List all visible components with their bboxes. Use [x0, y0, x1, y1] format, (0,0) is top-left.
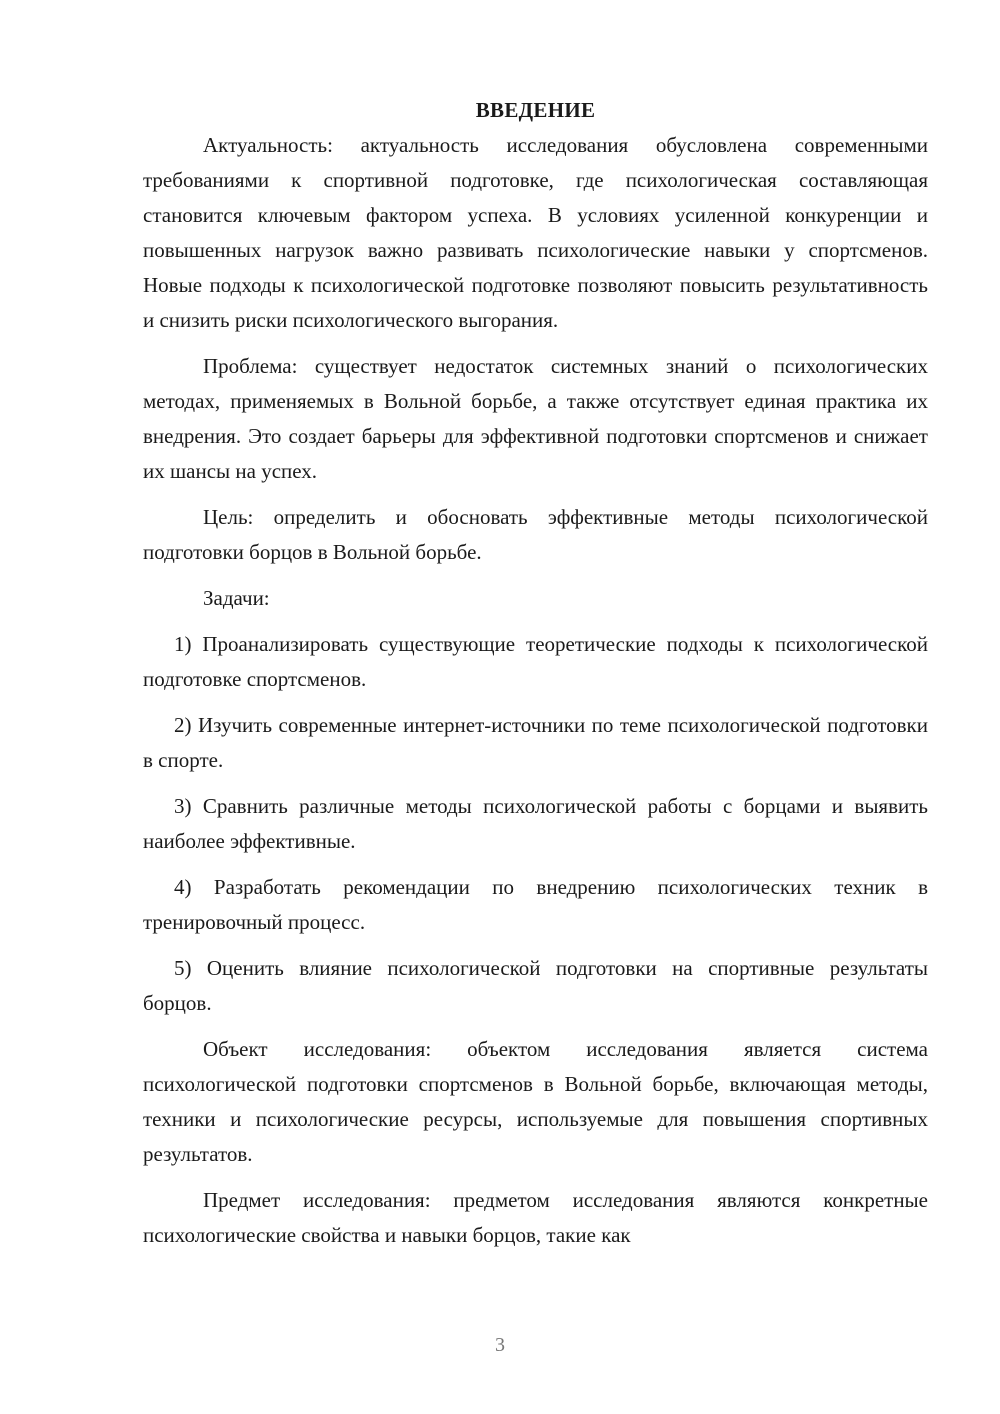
goal-paragraph: Цель: определить и обосновать эффективные методы психологической подготовки борцов в Вольной борьбе.: [143, 505, 928, 564]
tasks-heading: Задачи:: [203, 586, 270, 610]
page-number: 3: [495, 1334, 505, 1356]
subject-paragraph: Предмет исследования: предметом исследования являются конкретные психологические свойства и навыки борцов, такие как: [143, 1188, 928, 1247]
relevance-paragraph: Актуальность: актуальность исследования обусловлена современными требованиями к спортивной подготовке, где психологическая составляющая становится ключевым фактором успеха. В условиях усиленной конкуренции и повышенных нагрузок важно развивать психологические навыки у спортсменов. Новые подходы к психологической подготовке позволяют повысить результативность и снизить риски психологического выгорания.: [143, 133, 928, 332]
object-paragraph: Объект исследования: объектом исследования является система психологической подготовки спортсменов в Вольной борьбе, включающая методы, техники и психологические ресурсы, используемые для повышения спортивных результатов.: [143, 1037, 928, 1166]
task-item-5: 5) Оценить влияние психологической подготовки на спортивные результаты борцов.: [143, 956, 928, 1015]
task-item-2: 2) Изучить современные интернет-источники по теме психологической подготовки в спорте.: [143, 713, 928, 772]
document-page: [143, 93, 928, 1253]
section-title: ВВЕДЕНИЕ: [475, 98, 596, 122]
task-item-1: 1) Проанализировать существующие теоретические подходы к психологической подготовке спортсменов.: [143, 632, 928, 691]
task-item-3: 3) Сравнить различные методы психологической работы с борцами и выявить наиболее эффективные.: [143, 794, 928, 853]
task-item-4: 4) Разработать рекомендации по внедрению психологических техник в тренировочный процесс.: [143, 875, 928, 934]
problem-paragraph: Проблема: существует недостаток системных знаний о психологических методах, применяемых в Вольной борьбе, а также отсутствует единая практика их внедрения. Это создает барьеры для эффективной подготовки спортсменов и снижает их шансы на успех.: [143, 354, 928, 483]
